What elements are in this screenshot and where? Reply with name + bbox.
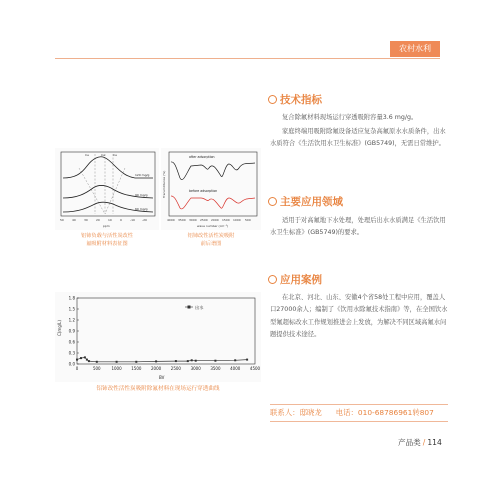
x-axis-label: BV: [159, 375, 165, 380]
figure-breakthrough: [55, 292, 261, 382]
y-tick-label: 0.9: [68, 328, 75, 334]
data-point: [195, 360, 197, 362]
data-point: [191, 359, 193, 361]
ring-bullet-icon: [268, 95, 277, 104]
x-tick-label: 3000: [190, 366, 201, 371]
x-tick-label: 1000: [111, 366, 122, 371]
before-label: before adsorption: [189, 189, 218, 193]
series-label: 60 mg/g: [135, 207, 148, 211]
x-tick-label: 1500: [222, 218, 230, 222]
x-tick-label: -20: [142, 218, 147, 222]
data-point: [84, 356, 86, 358]
x-tick-label: 2500: [170, 366, 181, 371]
x-tick-label: 4000: [167, 218, 175, 222]
x-tick-label: 2500: [200, 218, 208, 222]
peak-label: Ce: [85, 153, 89, 157]
y-axis-label: C(mg/L): [57, 320, 62, 336]
y-axis-label: Transmittance (%): [162, 170, 166, 198]
section-title-app: 主要应用领域: [268, 194, 343, 209]
contact-person: 联系人：邸晓龙: [270, 408, 322, 417]
x-tick-label: 10: [108, 218, 112, 222]
section-title-cases: 应用案例: [268, 272, 322, 287]
y-tick-label: 0.3: [68, 350, 75, 356]
data-point: [116, 361, 118, 363]
x-tick-label: -10: [130, 218, 135, 222]
x-tick-label: 4000: [230, 366, 241, 371]
ring-bullet-icon: [268, 197, 277, 206]
figure-ir-plot: [161, 148, 261, 230]
tech-paragraph-1: 复合除氟材料现场运行穿透吸附容量3.6 mg/g。: [282, 114, 418, 121]
data-point: [86, 359, 88, 361]
data-point: [175, 360, 177, 362]
x-tick-label: 2000: [211, 218, 219, 222]
x-tick-label: 4500: [249, 366, 261, 371]
footer-category: 产品类: [398, 438, 421, 447]
data-point: [155, 360, 157, 362]
x-tick-label: 50: [60, 218, 64, 222]
page-number: 114: [427, 438, 442, 447]
data-point: [246, 359, 248, 361]
legend-label: 出水: [195, 305, 204, 310]
after-label: after adsorption: [189, 155, 215, 159]
series-label: 120 mg/g: [135, 173, 150, 177]
data-point: [76, 359, 78, 361]
data-point: [234, 359, 236, 361]
figure-breakthrough-caption: 铝铈改性活性炭吸附除氟材料在现场运行穿透曲线: [96, 386, 220, 392]
x-tick-label: 20: [96, 218, 100, 222]
data-point: [135, 361, 137, 363]
figure-ir-caption: 铝铈改性活性炭吸附 前后谱图: [187, 233, 235, 247]
category-tag: 农村水利: [390, 41, 440, 57]
y-tick-label: 0.0: [68, 361, 75, 367]
x-tick-label: 30: [84, 218, 88, 222]
x-tick-label: 3500: [178, 218, 186, 222]
x-tick-label: 1000: [233, 218, 241, 222]
data-point: [214, 360, 216, 362]
x-axis-label: ppm: [103, 224, 110, 228]
peak-label: Ce: [113, 153, 117, 157]
series-label: 90 mg/g: [135, 193, 148, 197]
figure-nmr: [55, 148, 159, 230]
breakthrough-chart: [55, 292, 261, 382]
contact-bar: [270, 404, 448, 422]
tech-paragraph-2: 家庭终端用吸附除氟设备适应复杂高氟原水水质条件，出水水质符合《生活饮用水卫生标准》(GB5749)，无需日常维护。: [270, 128, 446, 148]
x-tick-label: 500: [245, 218, 251, 222]
contact-phone: 电话：010-68786961转807: [335, 408, 434, 417]
data-point: [80, 357, 82, 359]
legend-marker: [188, 306, 191, 309]
cases-paragraph: 在北京、河北、山东、安徽4个省58处工程中应用，覆盖人口27000余人；编制了《饮用水除氟技术指南》等，在全国饮水型氟超标改水工作规划推进会上发放，为解决不同区域高氟水问题提供技术途径。: [270, 294, 448, 339]
x-tick-label: 2000: [151, 366, 162, 371]
y-tick-label: 1.2: [68, 317, 75, 323]
figure-nmr-plot: [55, 148, 159, 230]
page-footer: 产品类 / 114: [398, 438, 442, 447]
y-tick-label: 0.6: [68, 339, 75, 345]
figure-nmr-caption: 铝铈负载与活性炭改性 氟吸附材料表征图: [81, 233, 133, 247]
app-paragraph: 适用于对高氟地下水处理，处理后出水水质满足《生活饮用水卫生标准》(GB5749)的要求。: [270, 217, 446, 237]
header-divider: [55, 58, 440, 59]
peak-label: Ce: [101, 153, 105, 157]
x-tick-label: 0: [120, 218, 122, 222]
series-line: [77, 357, 247, 361]
figure-ir: [161, 148, 261, 230]
ring-bullet-icon: [268, 275, 277, 284]
y-tick-label: 1.5: [68, 306, 75, 312]
data-point: [88, 360, 90, 362]
x-tick-label: 500: [92, 366, 101, 371]
x-tick-label: 3500: [210, 366, 221, 371]
x-axis-label: wave number (cm⁻¹): [197, 224, 229, 228]
x-tick-label: 1500: [131, 366, 142, 371]
x-tick-label: 3000: [189, 218, 197, 222]
x-tick-label: 40: [72, 218, 76, 222]
section-title-tech: 技术指标: [268, 92, 322, 107]
data-point: [96, 361, 98, 363]
data-point: [187, 360, 189, 362]
y-tick-label: 1.8: [68, 295, 75, 301]
x-tick-label: 0: [75, 366, 79, 371]
